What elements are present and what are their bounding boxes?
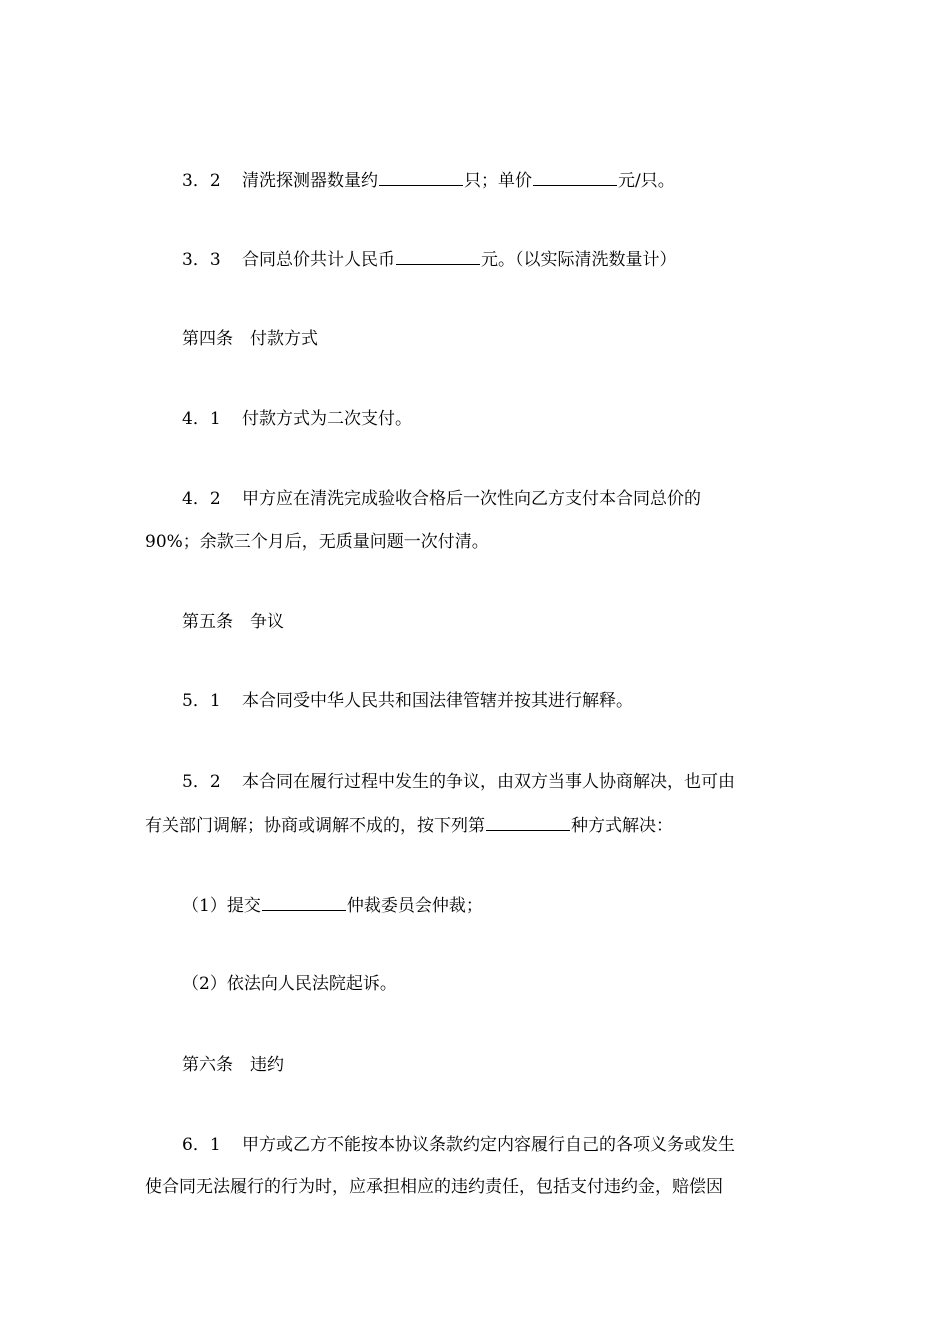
clause-number: 5．2 <box>182 772 221 792</box>
option-text: （1）提交 <box>182 896 261 916</box>
clause-4-2 <box>182 488 842 510</box>
article-4-heading: 第四条 付款方式 <box>182 329 318 349</box>
clause-4-1 <box>182 408 842 430</box>
clause-6-1-continued: 使合同无法履行的行为时，应承担相应的违约责任，包括支付违约金，赔偿因 <box>145 1177 723 1197</box>
clause-6-1 <box>182 1134 842 1156</box>
clause-text: 种方式解决： <box>571 816 673 836</box>
clause-number: 4．2 <box>182 489 221 509</box>
clause-number: 3．3 <box>182 250 221 270</box>
clause-number: 4．1 <box>182 409 221 429</box>
option-text: 仲裁委员会仲裁； <box>346 896 483 916</box>
clause-text: 只；单价 <box>464 171 532 191</box>
clause-5-2-continued <box>145 813 805 837</box>
clause-text: 有关部门调解；协商或调解不成的，按下列第 <box>145 816 485 836</box>
clause-3-2 <box>182 168 842 192</box>
blank-total-price[interactable] <box>396 247 480 265</box>
clause-5-2 <box>182 771 842 793</box>
blank-unit-price[interactable] <box>533 168 617 186</box>
clause-text: 清洗探测器数量约 <box>242 171 378 191</box>
article-5-heading: 第五条 争议 <box>182 612 284 632</box>
clause-text: 甲方应在清洗完成验收合格后一次性向乙方支付本合同总价的 <box>242 489 701 509</box>
clause-text: 本合同在履行过程中发生的争议，由双方当事人协商解决，也可由 <box>242 772 735 792</box>
clause-text: 本合同受中华人民共和国法律管辖并按其进行解释。 <box>242 691 633 711</box>
clause-4-2-continued: 90%；余款三个月后，无质量问题一次付清。 <box>145 532 489 552</box>
article-6-heading: 第六条 违约 <box>182 1055 284 1075</box>
blank-method-number[interactable] <box>486 813 570 831</box>
clause-text: 付款方式为二次支付。 <box>242 409 412 429</box>
option-1 <box>182 893 842 917</box>
clause-number: 3．2 <box>182 171 221 191</box>
clause-number: 6．1 <box>182 1135 221 1155</box>
clause-text: 元。（以实际清洗数量计） <box>481 250 677 270</box>
blank-arbitration-commission[interactable] <box>262 893 346 911</box>
clause-text: 元/只。 <box>618 171 675 191</box>
clause-5-1 <box>182 690 842 712</box>
option-2: （2）依法向人民法院起诉。 <box>182 974 397 994</box>
clause-text: 甲方或乙方不能按本协议条款约定内容履行自己的各项义务或发生 <box>242 1135 735 1155</box>
clause-3-3 <box>182 247 842 271</box>
clause-number: 5．1 <box>182 691 221 711</box>
blank-quantity[interactable] <box>379 168 463 186</box>
clause-text: 合同总价共计人民币 <box>242 250 395 270</box>
